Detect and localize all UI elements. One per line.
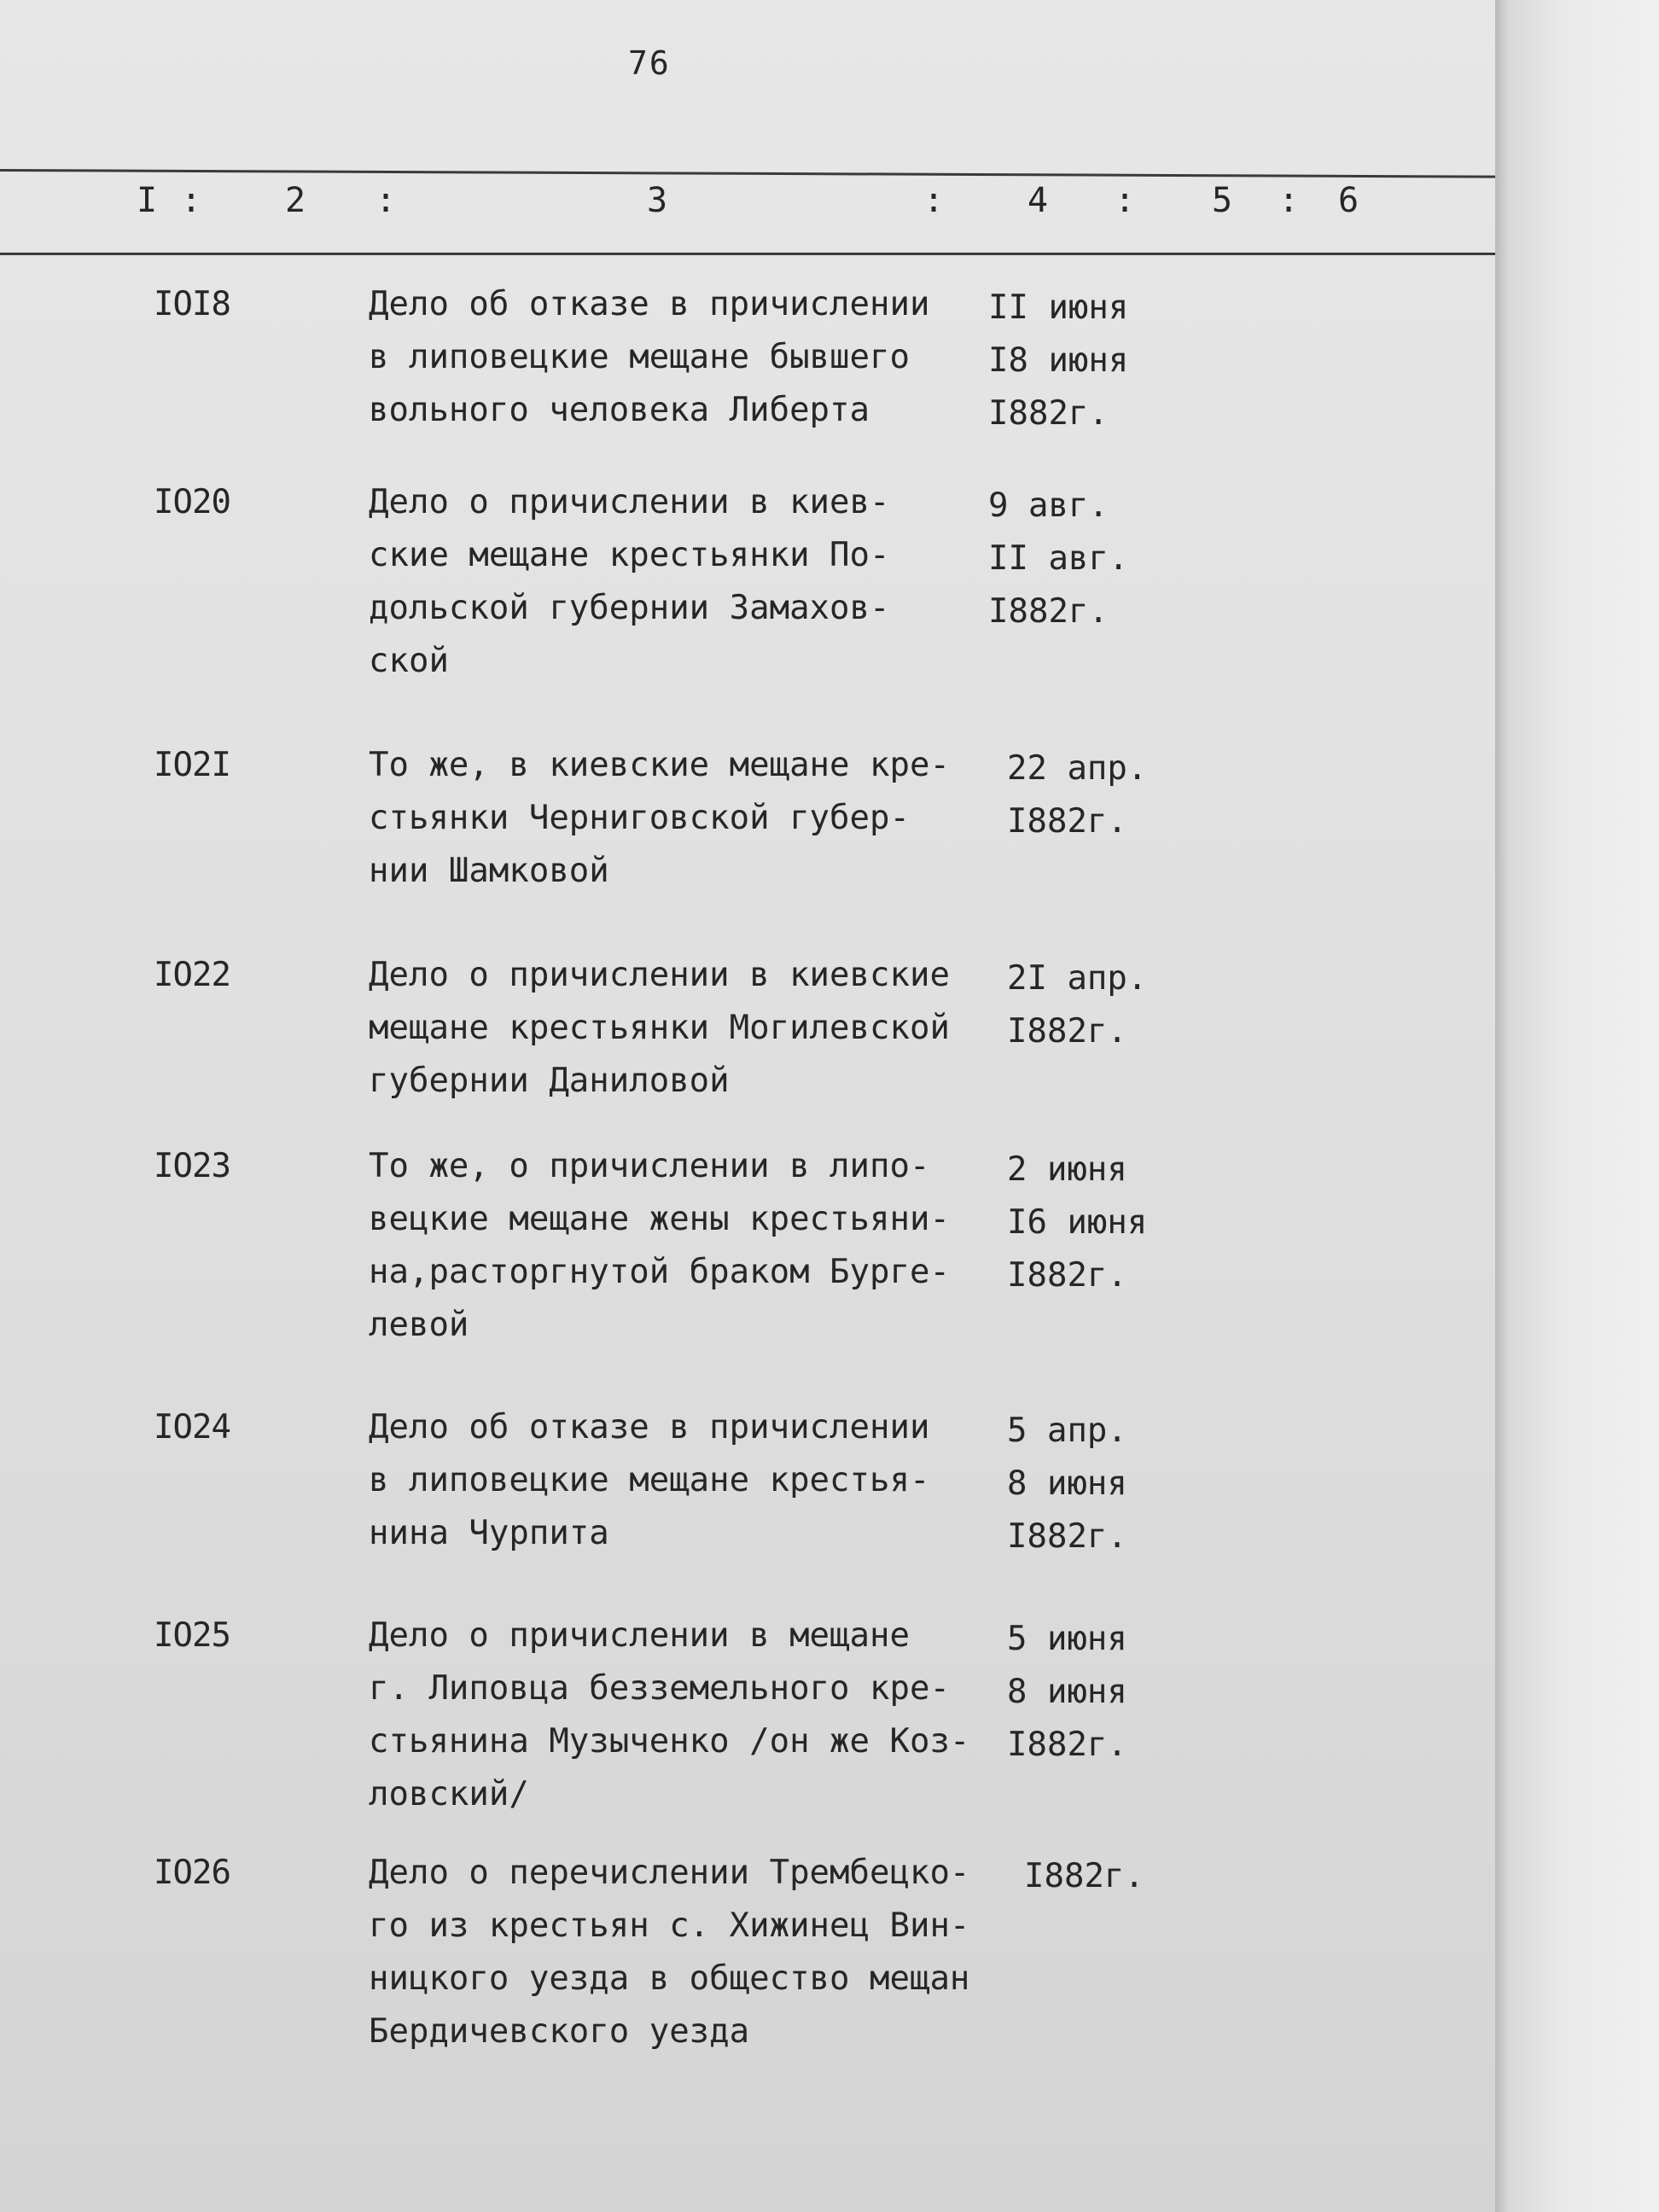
column-separator: : [1278,181,1300,220]
column-header-1: I [137,181,158,220]
description-line: ские мещане крестьянки По- [369,536,890,574]
description-line: Дело об отказе в причислении [369,285,930,323]
date-line: 5 апр. [1007,1412,1127,1450]
column-separator: : [375,181,397,220]
date-line: 5 июня [1007,1620,1127,1658]
header-bottom-rule [0,253,1495,255]
case-dates [1007,952,1147,1058]
case-description [369,1140,1017,1352]
description-line: Дело об отказе в причислении [369,1408,930,1447]
date-line: 8 июня [1007,1464,1127,1503]
date-line: I8 июня [988,341,1129,380]
date-line: I882г. [1024,1857,1144,1895]
description-line: Дело о причислении в киевские [369,956,950,994]
case-dates [1024,1850,1144,1903]
case-number: IO2I [154,746,230,784]
case-description [369,739,1017,898]
description-line: мещане крестьянки Могилевской [369,1009,950,1047]
date-line: I882г. [988,592,1109,631]
case-dates [1007,742,1147,848]
column-separator: : [1115,181,1136,220]
description-line: стьянина Музыченко /он же Коз- [369,1722,970,1761]
description-line: ницкого уезда в общество мещан [369,1959,970,1998]
date-line: I882г. [988,394,1109,433]
date-line: 8 июня [1007,1673,1127,1711]
column-header-6: 6 [1338,181,1359,220]
date-line: 2I апр. [1007,959,1148,998]
description-line: на,расторгнутой браком Бурге- [369,1253,950,1291]
case-number: IO20 [154,483,230,521]
date-line: II авг. [988,539,1129,578]
description-line: левой [369,1306,469,1344]
case-description [369,949,1017,1108]
case-dates [988,282,1128,440]
column-separator: : [923,181,945,220]
column-header-5: 5 [1212,181,1233,220]
date-line: II июня [988,288,1129,327]
case-dates [1007,1613,1127,1772]
case-description [369,476,1017,688]
column-header-3: 3 [647,181,668,220]
description-line: нии Шамковой [369,852,609,890]
description-line: го из крестьян с. Хижинец Вин- [369,1906,970,1945]
description-line: То же, в киевские мещане кре- [369,746,950,784]
description-line: в липовецкие мещане бывшего [369,338,910,376]
description-line: г. Липовца безземельного кре- [369,1669,950,1708]
description-line: в липовецкие мещане крестья- [369,1461,930,1499]
description-line: вецкие мещане жены крестьяни- [369,1200,950,1238]
description-line: Бердичевского уезда [369,2012,750,2051]
date-line: I6 июня [1007,1203,1148,1242]
case-number: IOI8 [154,285,230,323]
case-description [369,1847,1017,2058]
case-number: IO24 [154,1408,230,1447]
date-line: I882г. [1007,1012,1127,1051]
column-header-2: 2 [285,181,306,220]
case-number: IO22 [154,956,230,994]
description-line: вольного человека Либерта [369,391,870,429]
description-line: ловский/ [369,1775,529,1813]
date-line: I882г. [1007,1726,1127,1764]
description-line: То же, о причислении в липо- [369,1147,930,1185]
page-number: 76 [628,44,671,82]
date-line: I882г. [1007,1256,1127,1295]
case-description [369,1610,1017,1821]
description-line: Дело о причислении в мещане [369,1616,910,1655]
date-line: 9 авг. [988,486,1109,525]
column-header-4: 4 [1027,181,1049,220]
page-edge-shadow [1495,0,1659,2212]
date-line: I882г. [1007,802,1127,841]
case-number: IO26 [154,1854,230,1892]
case-description [369,1401,1017,1560]
case-description [369,278,1017,437]
case-number: IO25 [154,1616,230,1655]
column-separator: : [181,181,202,220]
case-dates [988,480,1128,638]
case-dates [1007,1144,1147,1302]
description-line: нина Чурпита [369,1514,609,1552]
description-line: губернии Даниловой [369,1062,730,1100]
description-line: ской [369,642,449,680]
case-number: IO23 [154,1147,230,1185]
description-line: стьянки Черниговской губер- [369,799,910,837]
description-line: дольской губернии Замахов- [369,589,890,627]
description-line: Дело о причислении в киев- [369,483,890,521]
date-line: 2 июня [1007,1150,1127,1189]
case-dates [1007,1405,1127,1563]
date-line: 22 апр. [1007,749,1148,788]
date-line: I882г. [1007,1517,1127,1556]
description-line: Дело о перечислении Трембецко- [369,1854,970,1892]
